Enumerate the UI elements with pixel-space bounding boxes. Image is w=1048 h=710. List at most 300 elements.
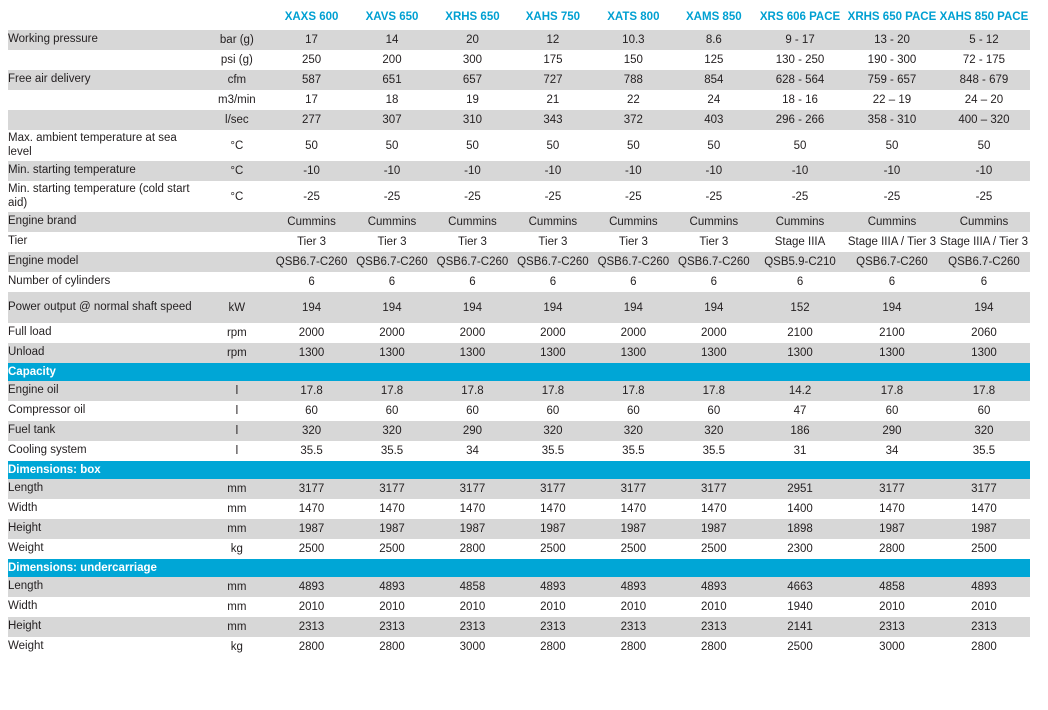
table-row — [8, 381, 1030, 401]
row-value: 3177 — [352, 479, 432, 499]
table-row — [8, 323, 1030, 343]
row-unit: mm — [202, 499, 271, 519]
row-value: 6 — [754, 272, 846, 292]
row-value: -25 — [271, 181, 351, 212]
row-value: 1470 — [593, 499, 673, 519]
table-row — [8, 252, 1030, 272]
row-unit — [202, 212, 271, 232]
row-unit: l — [202, 421, 271, 441]
row-value: QSB5.9-C210 — [754, 252, 846, 272]
row-value: 14 — [352, 30, 432, 50]
row-unit — [202, 272, 271, 292]
row-value: 34 — [432, 441, 512, 461]
row-value: 2000 — [352, 323, 432, 343]
table-row — [8, 70, 1030, 90]
row-value: -25 — [938, 181, 1030, 212]
table-row — [8, 30, 1030, 50]
row-value: 320 — [593, 421, 673, 441]
row-label: Free air delivery — [8, 70, 202, 90]
row-value: 1987 — [271, 519, 351, 539]
table-row — [8, 539, 1030, 559]
row-value: 6 — [352, 272, 432, 292]
column-header-xrhs-650-pace: XRHS 650 PACE — [846, 4, 938, 30]
row-value: 727 — [513, 70, 593, 90]
row-value: Cummins — [846, 212, 938, 232]
column-header-xahs-850-pace: XAHS 850 PACE — [938, 4, 1030, 30]
row-value: 2060 — [938, 323, 1030, 343]
table-row — [8, 161, 1030, 181]
row-value: 1400 — [754, 499, 846, 519]
row-label: Engine brand — [8, 212, 202, 232]
row-value: 17.8 — [674, 381, 754, 401]
row-value: 60 — [593, 401, 673, 421]
row-value: 1470 — [938, 499, 1030, 519]
row-value: 60 — [674, 401, 754, 421]
row-value: 2000 — [593, 323, 673, 343]
row-value: 1987 — [593, 519, 673, 539]
table-row — [8, 130, 1030, 161]
row-value: 24 – 20 — [938, 90, 1030, 110]
row-value: 35.5 — [513, 441, 593, 461]
row-label: Full load — [8, 323, 202, 343]
row-value: 2800 — [938, 637, 1030, 657]
row-value: 175 — [513, 50, 593, 70]
row-value: -25 — [432, 181, 512, 212]
row-value: 4663 — [754, 577, 846, 597]
table-row — [8, 90, 1030, 110]
row-value: 2800 — [846, 539, 938, 559]
row-value: 277 — [271, 110, 351, 130]
row-value: 3177 — [938, 479, 1030, 499]
section-title: Capacity — [8, 363, 1030, 381]
row-label: Length — [8, 577, 202, 597]
table-row — [8, 272, 1030, 292]
row-unit: rpm — [202, 343, 271, 363]
row-value: 3177 — [674, 479, 754, 499]
row-value: 1300 — [271, 343, 351, 363]
row-value: 152 — [754, 292, 846, 323]
row-value: 130 - 250 — [754, 50, 846, 70]
row-value: 194 — [674, 292, 754, 323]
table-row — [8, 232, 1030, 252]
row-value: 2000 — [271, 323, 351, 343]
column-header-xrhs-650: XRHS 650 — [432, 4, 512, 30]
row-value: 50 — [432, 130, 512, 161]
row-value: 50 — [846, 130, 938, 161]
row-label: Compressor oil — [8, 401, 202, 421]
row-value: 60 — [846, 401, 938, 421]
row-value: Stage IIIA — [754, 232, 846, 252]
row-value: 2500 — [593, 539, 673, 559]
row-label: Weight — [8, 539, 202, 559]
row-value: 628 - 564 — [754, 70, 846, 90]
row-value: 60 — [271, 401, 351, 421]
row-value: 2313 — [674, 617, 754, 637]
row-value: 2010 — [938, 597, 1030, 617]
row-value: 17.8 — [271, 381, 351, 401]
row-value: 1470 — [513, 499, 593, 519]
row-value: -25 — [352, 181, 432, 212]
row-value: 1987 — [352, 519, 432, 539]
row-label: Width — [8, 597, 202, 617]
row-unit: °C — [202, 161, 271, 181]
row-unit: l — [202, 381, 271, 401]
row-value: 194 — [352, 292, 432, 323]
row-label — [8, 110, 202, 130]
column-header-xaxs-600: XAXS 600 — [271, 4, 351, 30]
row-label: Width — [8, 499, 202, 519]
row-value: 2010 — [432, 597, 512, 617]
row-unit: mm — [202, 519, 271, 539]
row-value: QSB6.7-C260 — [352, 252, 432, 272]
row-value: 759 - 657 — [846, 70, 938, 90]
row-value: 4893 — [352, 577, 432, 597]
row-value: 4893 — [593, 577, 673, 597]
table-row — [8, 212, 1030, 232]
row-value: 1300 — [674, 343, 754, 363]
row-value: 125 — [674, 50, 754, 70]
row-value: Tier 3 — [513, 232, 593, 252]
row-value: 2313 — [432, 617, 512, 637]
table-row — [8, 181, 1030, 212]
row-value: 1300 — [938, 343, 1030, 363]
row-unit: mm — [202, 479, 271, 499]
row-value: 2313 — [513, 617, 593, 637]
table-header — [8, 4, 1030, 30]
row-value: 657 — [432, 70, 512, 90]
row-unit — [202, 252, 271, 272]
row-value: 848 - 679 — [938, 70, 1030, 90]
row-value: 72 - 175 — [938, 50, 1030, 70]
row-value: Cummins — [271, 212, 351, 232]
row-value: 2010 — [352, 597, 432, 617]
row-value: 200 — [352, 50, 432, 70]
row-value: 3177 — [846, 479, 938, 499]
row-value: 194 — [271, 292, 351, 323]
row-value: 17 — [271, 90, 351, 110]
row-value: 320 — [674, 421, 754, 441]
row-value: 1470 — [352, 499, 432, 519]
column-header-blank-0 — [8, 4, 202, 30]
row-value: 3177 — [432, 479, 512, 499]
row-value: 17.8 — [593, 381, 673, 401]
row-unit: kg — [202, 539, 271, 559]
row-value: 2800 — [593, 637, 673, 657]
row-value: 2500 — [513, 539, 593, 559]
row-value: -25 — [754, 181, 846, 212]
table-row — [8, 637, 1030, 657]
row-value: 17.8 — [938, 381, 1030, 401]
row-unit: mm — [202, 597, 271, 617]
row-value: 17 — [271, 30, 351, 50]
row-value: 60 — [432, 401, 512, 421]
row-value: QSB6.7-C260 — [846, 252, 938, 272]
row-value: 2313 — [352, 617, 432, 637]
row-value: 2100 — [846, 323, 938, 343]
row-value: Tier 3 — [352, 232, 432, 252]
row-value: 150 — [593, 50, 673, 70]
row-value: 788 — [593, 70, 673, 90]
row-value: -10 — [271, 161, 351, 181]
row-value: 19 — [432, 90, 512, 110]
table-row — [8, 50, 1030, 70]
row-value: 3177 — [593, 479, 673, 499]
row-value: 6 — [674, 272, 754, 292]
row-value: 2313 — [846, 617, 938, 637]
row-value: 4893 — [674, 577, 754, 597]
table-row — [8, 479, 1030, 499]
row-label: Min. starting temperature (cold start aid) — [8, 181, 202, 212]
row-value: 35.5 — [271, 441, 351, 461]
row-label: Height — [8, 617, 202, 637]
row-value: -10 — [674, 161, 754, 181]
column-header-xats-800: XATS 800 — [593, 4, 673, 30]
row-value: 358 - 310 — [846, 110, 938, 130]
row-value: -10 — [754, 161, 846, 181]
row-value: 300 — [432, 50, 512, 70]
row-value: -10 — [593, 161, 673, 181]
row-value: 2010 — [593, 597, 673, 617]
row-value: -10 — [513, 161, 593, 181]
row-value: 194 — [432, 292, 512, 323]
row-value: 3177 — [271, 479, 351, 499]
row-value: 290 — [432, 421, 512, 441]
table-row — [8, 597, 1030, 617]
row-label: Engine oil — [8, 381, 202, 401]
row-value: 190 - 300 — [846, 50, 938, 70]
row-value: QSB6.7-C260 — [593, 252, 673, 272]
row-value: 2010 — [513, 597, 593, 617]
row-value: 12 — [513, 30, 593, 50]
row-value: Tier 3 — [674, 232, 754, 252]
row-value: 50 — [271, 130, 351, 161]
row-value: 6 — [271, 272, 351, 292]
row-value: 320 — [271, 421, 351, 441]
row-value: -25 — [846, 181, 938, 212]
row-label: Working pressure — [8, 30, 202, 50]
row-value: 403 — [674, 110, 754, 130]
row-value: 22 – 19 — [846, 90, 938, 110]
row-value: 2313 — [593, 617, 673, 637]
row-value: 17.8 — [432, 381, 512, 401]
row-value: QSB6.7-C260 — [674, 252, 754, 272]
row-value: 60 — [938, 401, 1030, 421]
row-value: 2000 — [513, 323, 593, 343]
row-value: 14.2 — [754, 381, 846, 401]
row-value: Cummins — [432, 212, 512, 232]
row-value: 651 — [352, 70, 432, 90]
row-value: 2500 — [352, 539, 432, 559]
row-value: 13 - 20 — [846, 30, 938, 50]
row-unit: l — [202, 441, 271, 461]
row-label: Number of cylinders — [8, 272, 202, 292]
row-label: Tier — [8, 232, 202, 252]
row-value: -10 — [846, 161, 938, 181]
row-label: Weight — [8, 637, 202, 657]
column-header-xahs-750: XAHS 750 — [513, 4, 593, 30]
row-value: Cummins — [352, 212, 432, 232]
row-value: 47 — [754, 401, 846, 421]
row-value: 2500 — [674, 539, 754, 559]
row-value: 2313 — [271, 617, 351, 637]
row-value: 194 — [513, 292, 593, 323]
row-label: Cooling system — [8, 441, 202, 461]
row-value: 296 - 266 — [754, 110, 846, 130]
row-value: 6 — [846, 272, 938, 292]
row-unit: mm — [202, 617, 271, 637]
row-value: 35.5 — [938, 441, 1030, 461]
row-value: QSB6.7-C260 — [513, 252, 593, 272]
row-value: 1987 — [938, 519, 1030, 539]
table-row — [8, 343, 1030, 363]
row-unit: m3/min — [202, 90, 271, 110]
row-value: 2000 — [432, 323, 512, 343]
row-value: 24 — [674, 90, 754, 110]
row-value: Tier 3 — [432, 232, 512, 252]
section-row-dimensions-box — [8, 461, 1030, 479]
row-value: -10 — [352, 161, 432, 181]
table-row — [8, 421, 1030, 441]
row-value: 4858 — [846, 577, 938, 597]
row-value: 1987 — [513, 519, 593, 539]
row-value: 2300 — [754, 539, 846, 559]
row-value: Cummins — [513, 212, 593, 232]
row-value: 310 — [432, 110, 512, 130]
column-header-xavs-650: XAVS 650 — [352, 4, 432, 30]
row-value: Cummins — [593, 212, 673, 232]
row-value: 60 — [513, 401, 593, 421]
row-value: 1300 — [754, 343, 846, 363]
row-value: 6 — [513, 272, 593, 292]
table-row — [8, 499, 1030, 519]
table-row — [8, 292, 1030, 323]
row-value: 35.5 — [593, 441, 673, 461]
row-value: 372 — [593, 110, 673, 130]
table-body — [8, 30, 1030, 657]
row-value: 194 — [593, 292, 673, 323]
column-header-xams-850: XAMS 850 — [674, 4, 754, 30]
row-value: 8.6 — [674, 30, 754, 50]
row-value: 35.5 — [352, 441, 432, 461]
row-value: 2313 — [938, 617, 1030, 637]
row-value: 2141 — [754, 617, 846, 637]
row-value: 6 — [432, 272, 512, 292]
row-unit: °C — [202, 130, 271, 161]
row-value: 2800 — [271, 637, 351, 657]
row-label: Power output @ normal shaft speed — [8, 292, 202, 323]
row-value: 5 - 12 — [938, 30, 1030, 50]
row-value: 2500 — [938, 539, 1030, 559]
table-row — [8, 401, 1030, 421]
row-value: 20 — [432, 30, 512, 50]
row-value: 1300 — [593, 343, 673, 363]
row-value: 1470 — [271, 499, 351, 519]
section-title: Dimensions: box — [8, 461, 1030, 479]
row-value: 1470 — [432, 499, 512, 519]
row-unit: rpm — [202, 323, 271, 343]
row-value: 1300 — [846, 343, 938, 363]
row-value: 2010 — [271, 597, 351, 617]
row-value: 21 — [513, 90, 593, 110]
row-value: 35.5 — [674, 441, 754, 461]
row-value: 4893 — [513, 577, 593, 597]
row-value: 2800 — [674, 637, 754, 657]
row-value: 4893 — [938, 577, 1030, 597]
row-value: 343 — [513, 110, 593, 130]
row-value: 6 — [593, 272, 673, 292]
row-label: Min. starting temperature — [8, 161, 202, 181]
row-value: 50 — [352, 130, 432, 161]
table-header-row — [8, 4, 1030, 30]
row-value: 2800 — [432, 539, 512, 559]
section-row-dimensions-undercarriage — [8, 559, 1030, 577]
row-value: 17.8 — [846, 381, 938, 401]
row-value: Stage IIIA / Tier 3 — [938, 232, 1030, 252]
row-label: Fuel tank — [8, 421, 202, 441]
row-value: -25 — [674, 181, 754, 212]
row-value: 1940 — [754, 597, 846, 617]
row-value: 50 — [593, 130, 673, 161]
row-value: -10 — [938, 161, 1030, 181]
row-label: Height — [8, 519, 202, 539]
row-value: 250 — [271, 50, 351, 70]
row-label — [8, 90, 202, 110]
row-value: 4858 — [432, 577, 512, 597]
row-value: 1300 — [513, 343, 593, 363]
row-value: Stage IIIA / Tier 3 — [846, 232, 938, 252]
row-value: -25 — [593, 181, 673, 212]
row-value: 22 — [593, 90, 673, 110]
row-value: 2000 — [674, 323, 754, 343]
row-value: -25 — [513, 181, 593, 212]
row-unit: l/sec — [202, 110, 271, 130]
row-label — [8, 50, 202, 70]
row-value: 4893 — [271, 577, 351, 597]
row-unit: l — [202, 401, 271, 421]
table-row — [8, 577, 1030, 597]
row-unit: psi (g) — [202, 50, 271, 70]
row-value: QSB6.7-C260 — [271, 252, 351, 272]
row-value: Cummins — [674, 212, 754, 232]
row-value: 50 — [754, 130, 846, 161]
row-value: 1987 — [674, 519, 754, 539]
row-label: Length — [8, 479, 202, 499]
table-row — [8, 441, 1030, 461]
section-row-capacity — [8, 363, 1030, 381]
row-value: 3000 — [846, 637, 938, 657]
row-unit: bar (g) — [202, 30, 271, 50]
row-value: 50 — [513, 130, 593, 161]
row-unit: kg — [202, 637, 271, 657]
row-value: 34 — [846, 441, 938, 461]
row-value: 320 — [513, 421, 593, 441]
section-title: Dimensions: undercarriage — [8, 559, 1030, 577]
row-value: QSB6.7-C260 — [938, 252, 1030, 272]
row-value: 17.8 — [513, 381, 593, 401]
row-value: 194 — [938, 292, 1030, 323]
table-row — [8, 519, 1030, 539]
row-value: 10.3 — [593, 30, 673, 50]
row-value: 2010 — [846, 597, 938, 617]
row-value: 2010 — [674, 597, 754, 617]
row-value: 1470 — [846, 499, 938, 519]
row-value: Cummins — [938, 212, 1030, 232]
row-unit: cfm — [202, 70, 271, 90]
row-value: 587 — [271, 70, 351, 90]
row-label: Unload — [8, 343, 202, 363]
row-value: 1300 — [432, 343, 512, 363]
row-value: 1470 — [674, 499, 754, 519]
